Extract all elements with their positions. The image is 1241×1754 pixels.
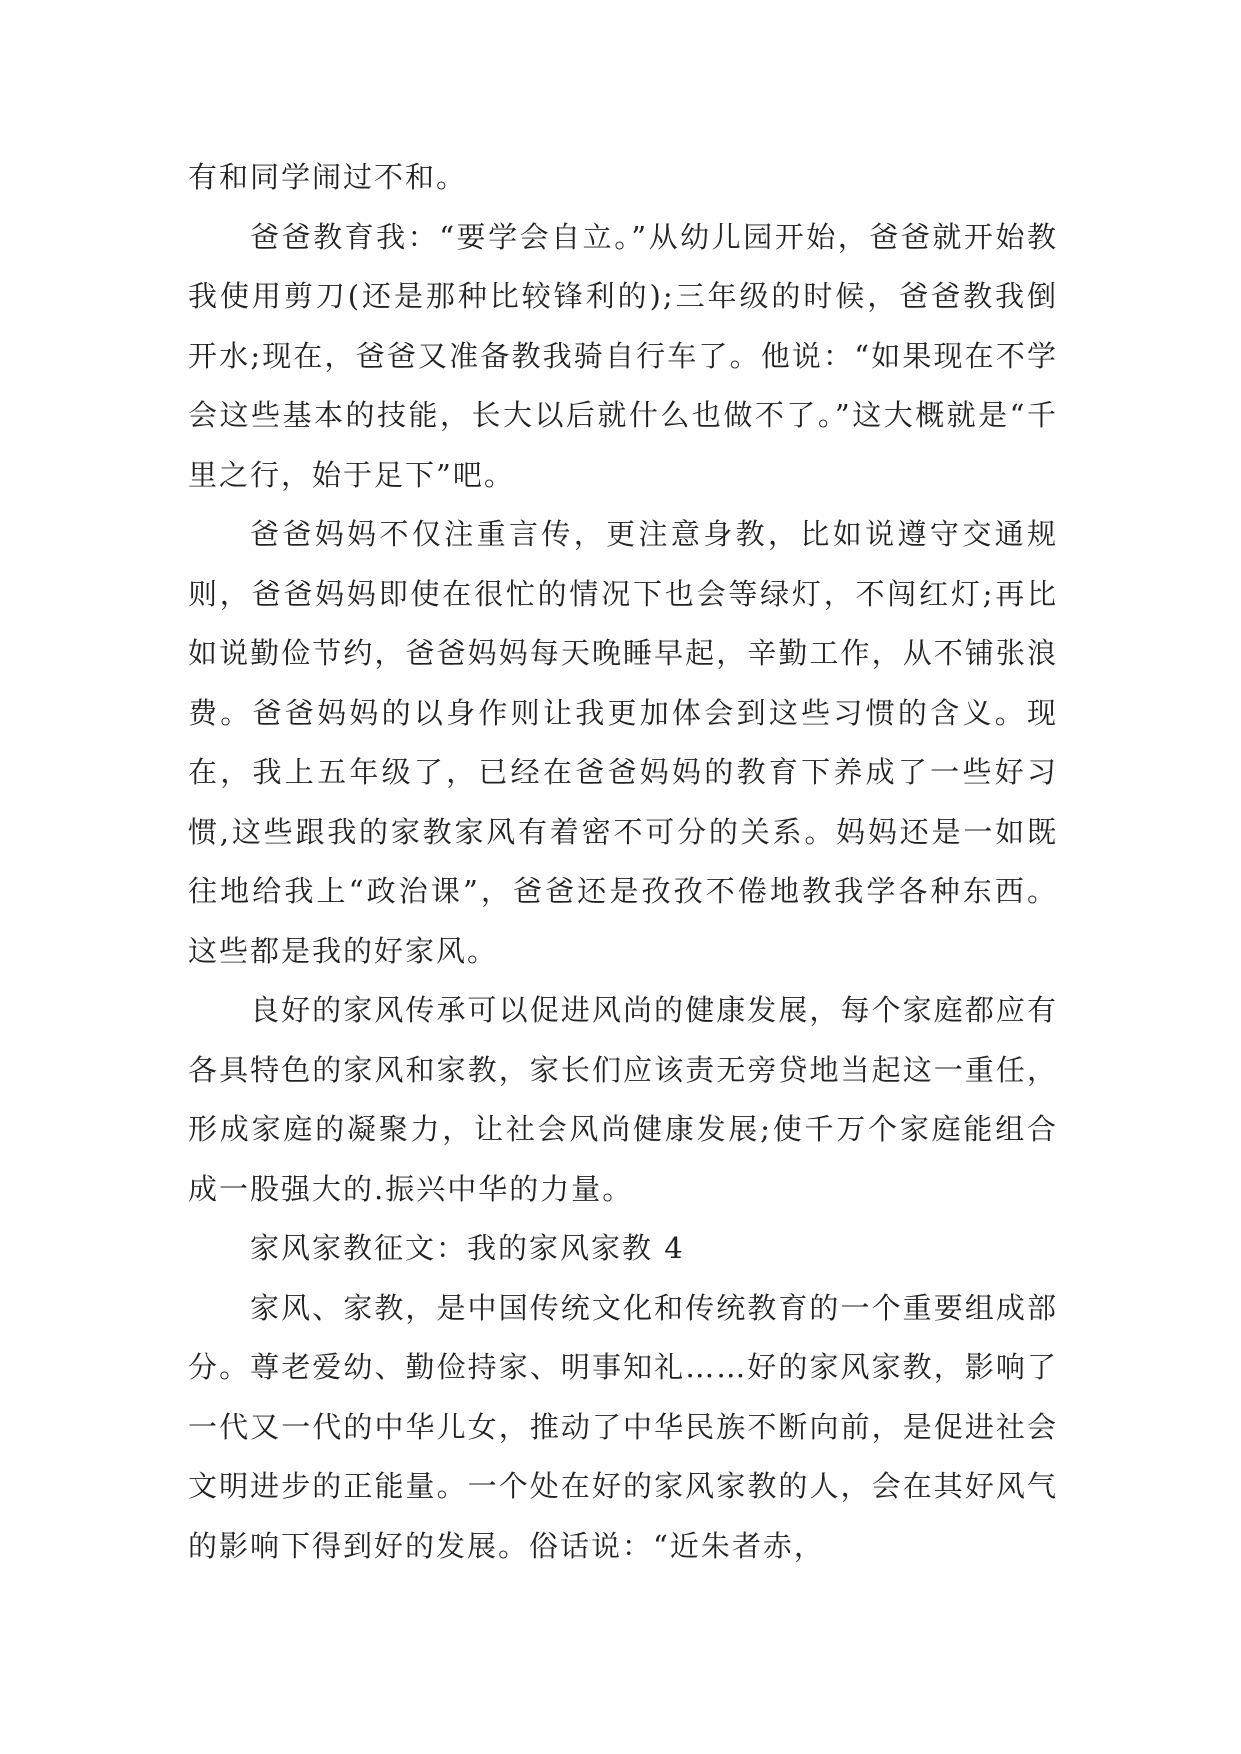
- paragraph-family-education: 家风、家教，是中国传统文化和传统教育的一个重要组成部分。尊老爱幼、勤俭持家、明事知礼……好的家风家教，影响了一代又一代的中华儿女，推动了中华民族不断向前，是促进社会文明进步的正能量。一个处在好的家风家教的人，会在其好风气的影响下得到好的发展。俗话说：“近朱者赤，: [188, 1290, 1058, 1563]
- paragraph-family-tradition: 良好的家风传承可以促进风尚的健康发展，每个家庭都应有各具特色的家风和家教，家长们应该责无旁贷地当起这一重任，形成家庭的凝聚力，让社会风尚健康发展;使千万个家庭能组合成一股强大的.振兴中华的力量。: [188, 993, 1058, 1206]
- document-page: [188, 148, 1058, 1576]
- paragraph-self-reliance: 爸爸教育我：“要学会自立。”从幼儿园开始，爸爸就开始教我使用剪刀(还是那种比较锋利的);三年级的时候，爸爸教我倒开水;现在，爸爸又准备教我骑自行车了。他说：“如果现在不学会这些基本的技能，长大以后就什么也做不了。”这大概就是“千里之行，始于足下”吧。: [188, 219, 1058, 492]
- section-heading: 家风家教征文：我的家风家教 4: [250, 1231, 685, 1265]
- paragraph-continuation: 有和同学闹过不和。: [188, 160, 468, 194]
- paragraph-lead-by-example: 爸爸妈妈不仅注重言传，更注意身教，比如说遵守交通规则，爸爸妈妈即使在很忙的情况下也会等绿灯，不闯红灯;再比如说勤俭节约，爸爸妈妈每天晚睡早起，辛勤工作，从不铺张浪费。爸爸妈妈的以身作则让我更加体会到这些习惯的含义。现在，我上五年级了，已经在爸爸妈妈的教育下养成了一些好习惯,这些跟我的家教家风有着密不可分的关系。妈妈还是一如既往地给我上“政治课”，爸爸还是孜孜不倦地教我学各种东西。这些都是我的好家风。: [188, 517, 1058, 968]
